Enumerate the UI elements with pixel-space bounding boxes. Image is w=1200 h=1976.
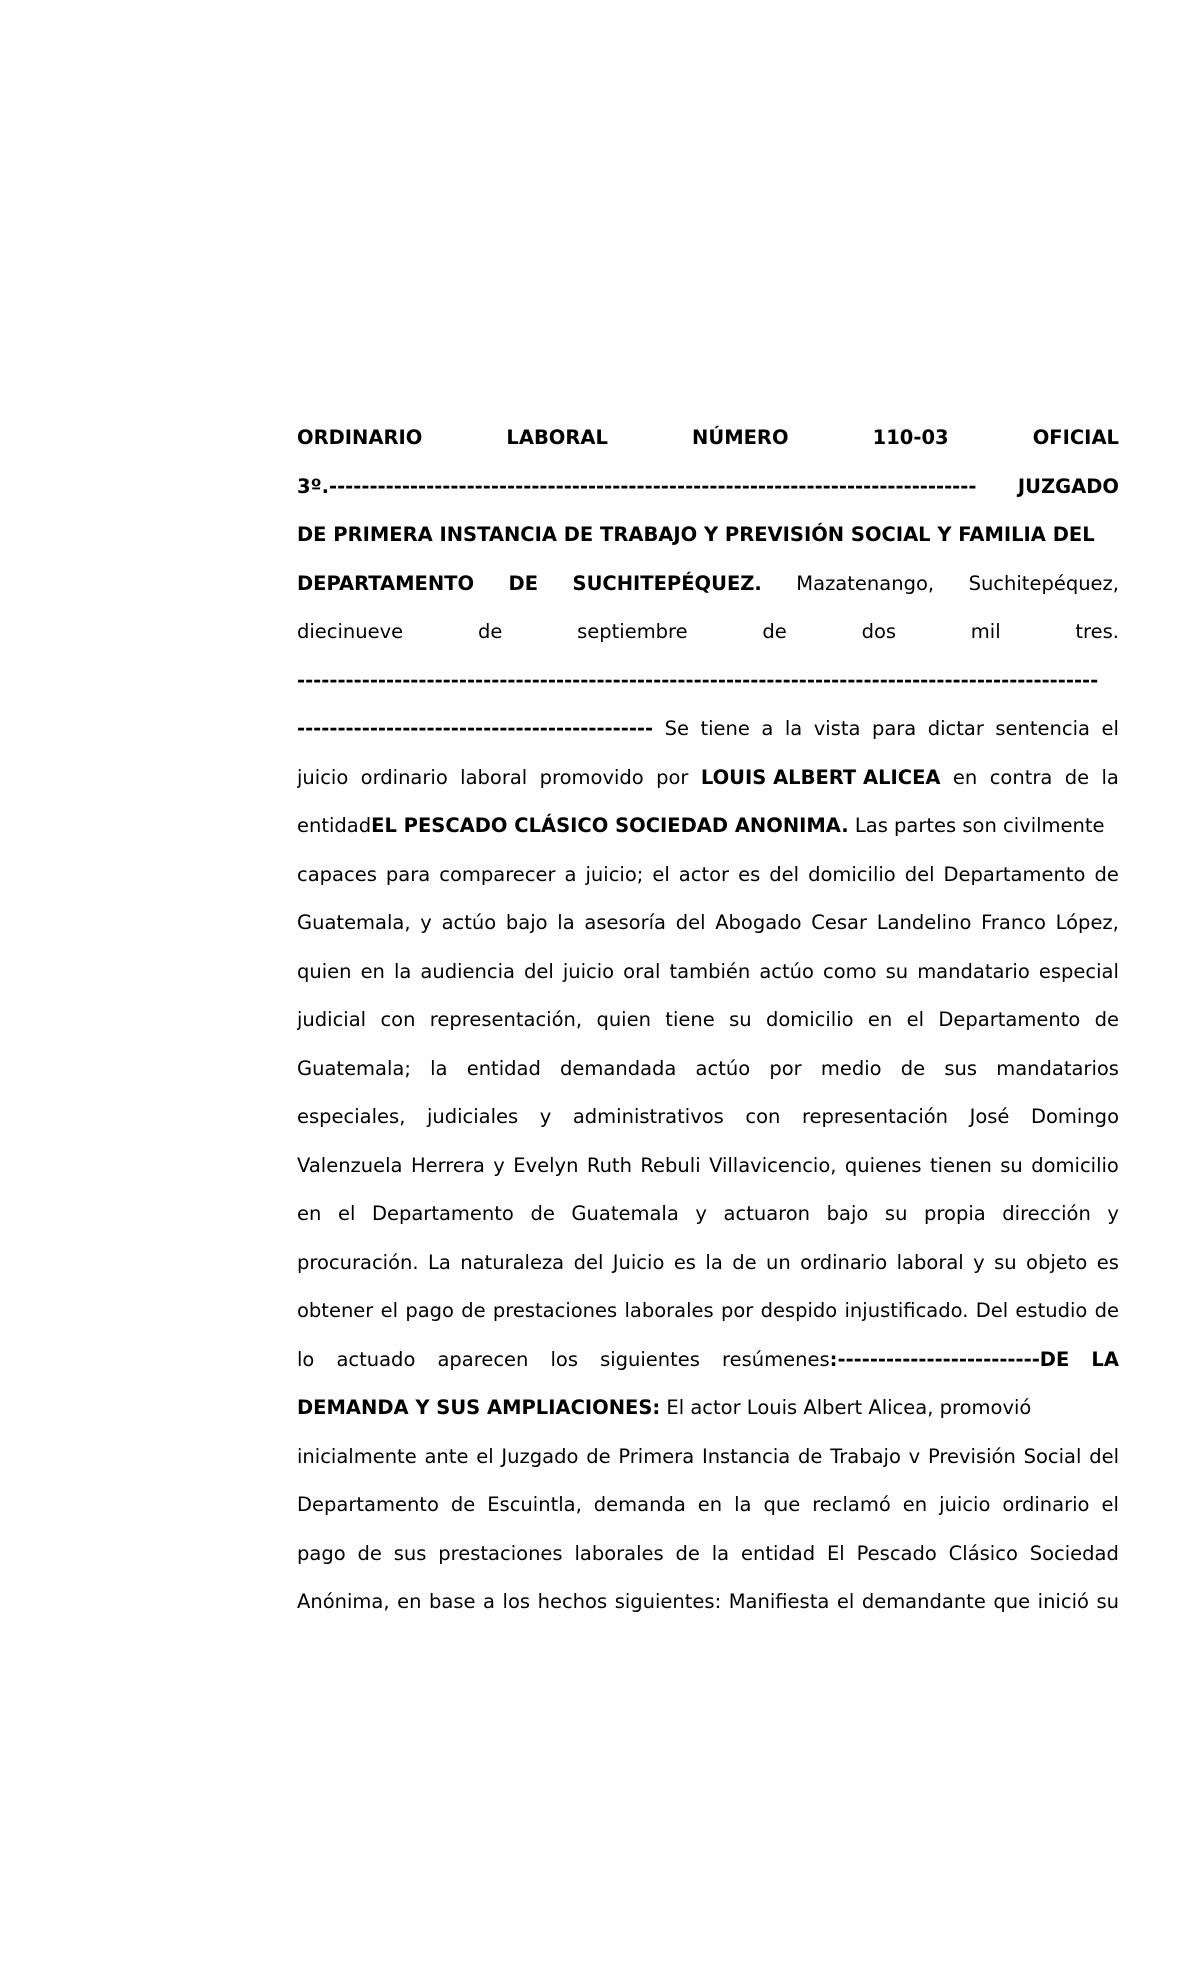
word: con: [380, 1008, 416, 1031]
word: y: [420, 911, 432, 934]
word: propia: [924, 1202, 986, 1225]
word: Juzgado: [501, 1444, 579, 1468]
word: ordinario: [360, 765, 448, 789]
word: inició: [1037, 1590, 1089, 1613]
word: actuaron: [723, 1202, 811, 1225]
word: oral: [623, 959, 661, 983]
word: Villavicencio,: [709, 1153, 837, 1177]
word: y: [493, 1153, 505, 1177]
text-segment: El actor Louis Albert Alicea, promovió: [666, 1396, 1032, 1419]
word: mandatarios: [996, 1056, 1119, 1080]
word: la: [557, 911, 575, 934]
word: aparecen: [437, 1347, 529, 1371]
office-number: 3º.: [297, 474, 329, 498]
word: laboral: [896, 1250, 964, 1274]
word: actúo: [441, 911, 497, 934]
word: Pescado: [856, 1541, 937, 1565]
word: y: [973, 1250, 985, 1274]
word: el: [337, 1202, 356, 1225]
word: que: [993, 1590, 1031, 1613]
word: demandante: [861, 1590, 986, 1613]
word: es: [673, 1250, 696, 1274]
word: mandatario: [917, 959, 1030, 983]
word: septiembre: [577, 620, 688, 643]
word: laborales: [624, 1299, 714, 1322]
word: Departamento: [297, 1493, 439, 1516]
word: en: [867, 1008, 893, 1031]
word: el: [1101, 1493, 1119, 1516]
word: a: [483, 1590, 495, 1613]
word: DEPARTAMENTO: [297, 571, 475, 595]
word: Clásico: [948, 1541, 1018, 1565]
word: 110-03: [872, 426, 949, 449]
word: representación: [801, 1105, 949, 1128]
word: Franco: [981, 911, 1046, 934]
word: el: [836, 1590, 855, 1613]
word: objeto: [1026, 1250, 1088, 1274]
word: mil: [970, 620, 1001, 643]
word: su: [1000, 1153, 1023, 1177]
word: actor: [678, 862, 730, 886]
word: actúo: [695, 1056, 751, 1080]
section-marker: :-------------------------DE: [829, 1347, 1070, 1371]
word: La: [428, 1250, 451, 1274]
word: de: [1094, 1008, 1119, 1031]
word: OFICIAL: [1032, 426, 1119, 449]
word: tienen: [930, 1153, 992, 1177]
word: en: [397, 1590, 422, 1613]
heading-line-3: [297, 511, 1119, 560]
word: Departamento: [938, 1008, 1081, 1031]
word: Guatemala: [571, 1202, 679, 1225]
word: la: [705, 1250, 723, 1274]
word: la: [784, 717, 803, 740]
word: Guatemala,: [297, 911, 411, 934]
word: en: [952, 765, 978, 789]
word: obtener: [297, 1299, 374, 1322]
word: como: [822, 959, 877, 983]
plaintiff-name: LOUIS ALBERT ALICEA: [700, 765, 941, 789]
word: y: [539, 1105, 552, 1128]
word: pago: [405, 1299, 454, 1322]
word: los: [550, 1347, 578, 1371]
word: en: [697, 1493, 723, 1516]
word: Sociedad: [1029, 1541, 1119, 1565]
word: sus: [393, 1541, 427, 1565]
body-line: [297, 1433, 1119, 1482]
word: Domingo: [1030, 1105, 1119, 1128]
word: su: [884, 1202, 908, 1225]
word: Previsión: [927, 1444, 1016, 1468]
word: LABORAL: [506, 426, 608, 449]
word: tiene: [665, 1008, 715, 1031]
word: Guatemala;: [297, 1056, 411, 1080]
word: reclamó: [812, 1493, 891, 1516]
word: Landelino: [876, 911, 972, 934]
word: bajo: [826, 1202, 869, 1225]
word: de: [675, 1541, 700, 1565]
word: y: [1107, 1202, 1119, 1225]
word: José: [969, 1105, 1010, 1128]
word: Del: [975, 1299, 1009, 1322]
body-line: [297, 1190, 1119, 1239]
word: siguientes:: [614, 1590, 722, 1613]
word: es: [738, 862, 761, 886]
word: que: [763, 1493, 801, 1516]
dash-separator: ---------------------------------------------------------------------------------------------------: [297, 668, 1099, 692]
word: de: [477, 620, 503, 643]
word: el: [380, 1299, 399, 1322]
word: El: [826, 1541, 845, 1565]
word: el: [1101, 717, 1119, 740]
dash-line: [297, 657, 1119, 706]
word: López,: [1055, 911, 1119, 934]
word: su: [994, 1250, 1017, 1274]
body-line: [297, 1384, 1119, 1433]
word: de: [1064, 765, 1090, 789]
word: en: [902, 1493, 928, 1516]
word: de: [732, 1250, 757, 1274]
word: especial: [1038, 959, 1119, 983]
word: Se: [664, 717, 689, 740]
word: la: [393, 959, 412, 983]
word: el: [476, 1444, 494, 1468]
word: juicio;: [585, 862, 644, 886]
word: Abogado: [715, 911, 802, 934]
word: de: [461, 1299, 486, 1322]
word: injustificado.: [844, 1299, 969, 1322]
word: Herrera: [410, 1153, 485, 1177]
body-line: [297, 1336, 1119, 1385]
word: Cesar: [811, 911, 867, 934]
word: Ruth: [586, 1153, 632, 1177]
word: sus: [944, 1056, 978, 1080]
word: ante: [424, 1444, 469, 1468]
word: SUCHITEPÉQUEZ.: [572, 571, 762, 595]
word: Evelyn: [513, 1153, 579, 1177]
word: ordinario: [800, 1250, 888, 1274]
word: medio: [820, 1056, 882, 1080]
defendant-name: EL PESCADO CLÁSICO SOCIEDAD ANONIMA.: [371, 814, 849, 837]
word: capaces: [297, 862, 377, 886]
word: los: [502, 1590, 531, 1613]
word: dirección: [1002, 1202, 1091, 1225]
word: entidad: [297, 814, 372, 837]
word: ordinario: [1002, 1493, 1090, 1516]
word: estudio: [1015, 1299, 1088, 1322]
word: tiene: [700, 717, 750, 740]
word: ORDINARIO: [297, 426, 423, 449]
word: judicial: [297, 1008, 367, 1031]
word: Mazatenango,: [796, 571, 935, 595]
word: la: [430, 1056, 448, 1080]
word: del: [675, 911, 706, 934]
word: Instancia: [701, 1444, 791, 1468]
word: Anónima,: [297, 1590, 390, 1613]
word: contra: [989, 765, 1053, 789]
word: en: [360, 959, 385, 983]
heading-line-4: [297, 560, 1119, 609]
dash-separator: --------------------------------------------: [297, 717, 654, 740]
body-line: [297, 1239, 1119, 1288]
word: de: [900, 1056, 926, 1080]
word: procuración.: [297, 1250, 419, 1274]
word: con: [745, 1105, 781, 1128]
word: por: [656, 765, 689, 789]
body-line: [297, 1530, 1119, 1579]
body-line: [297, 1142, 1119, 1191]
body-line: [297, 1287, 1119, 1336]
word: en: [297, 1202, 322, 1225]
word: resúmenes: [722, 1347, 830, 1371]
word: especiales,: [297, 1105, 406, 1128]
word: promovido: [539, 765, 644, 789]
document-body: [297, 414, 1119, 1627]
word: Suchitepéquez,: [968, 571, 1119, 595]
word: prestaciones: [492, 1299, 618, 1322]
word: dictar: [927, 717, 984, 740]
word: para: [385, 862, 431, 886]
word: judiciales: [426, 1105, 519, 1128]
word: juicio: [562, 959, 615, 983]
word: de: [357, 1541, 382, 1565]
word: Escuintla,: [487, 1493, 582, 1516]
text-segment: Las partes son civilmente: [854, 814, 1105, 837]
word: pago: [297, 1541, 346, 1565]
word: entidad: [741, 1541, 816, 1565]
word: de: [586, 1444, 611, 1468]
body-line: [297, 802, 1119, 851]
word: su: [729, 1008, 752, 1031]
word: inicialmente: [297, 1444, 417, 1468]
word: también: [669, 959, 751, 983]
court-name: DE PRIMERA INSTANCIA DE TRABAJO Y PREVISIÓN SOCIAL Y FAMILIA DEL: [297, 523, 1095, 546]
word: de: [450, 1493, 476, 1516]
word: prestaciones: [438, 1541, 563, 1565]
word: y: [695, 1202, 707, 1225]
word: DE: [508, 571, 539, 595]
word: demanda: [593, 1493, 686, 1516]
body-line: [297, 851, 1119, 900]
word: Valenzuela: [297, 1153, 403, 1177]
word: la: [1101, 765, 1119, 789]
word: Departamento: [943, 862, 1086, 886]
body-line: [297, 996, 1119, 1045]
word: a: [564, 862, 577, 886]
word: para: [871, 717, 917, 740]
word: la: [711, 1541, 730, 1565]
body-line: [297, 1481, 1119, 1530]
word: quien: [596, 1008, 651, 1031]
word: quien: [297, 959, 352, 983]
word: un: [766, 1250, 791, 1274]
word: Social: [1023, 1444, 1082, 1468]
word: representación,: [429, 1008, 583, 1031]
word: el: [906, 1008, 925, 1031]
body-line: [297, 705, 1119, 754]
word: de: [762, 620, 787, 643]
word: laboral: [460, 765, 528, 789]
word: entidad: [466, 1056, 541, 1080]
word: del: [1089, 1444, 1119, 1468]
word: de: [798, 1444, 823, 1468]
heading-line-2: [297, 463, 1119, 512]
word: NÚMERO: [692, 426, 789, 449]
word: dos: [861, 620, 897, 643]
word: bajo: [505, 911, 548, 934]
word: JUZGADO: [1017, 474, 1119, 498]
word: a: [761, 717, 774, 740]
word: de: [1094, 862, 1119, 886]
word: el: [652, 862, 670, 886]
heading-line-1: [297, 414, 1119, 463]
body-line: [297, 899, 1119, 948]
word: Rebuli: [640, 1153, 701, 1177]
word: hechos: [537, 1590, 608, 1613]
word: base: [429, 1590, 476, 1613]
word: actúo: [759, 959, 814, 983]
word: domicilio: [1031, 1153, 1119, 1177]
word: Trabajo: [830, 1444, 901, 1468]
word: Departamento: [371, 1202, 514, 1225]
word: del: [769, 862, 800, 886]
word: sentencia: [995, 717, 1090, 740]
word: domicilio: [765, 1008, 854, 1031]
word: laborales: [574, 1541, 664, 1565]
word: actuado: [336, 1347, 416, 1371]
word: domicilio: [808, 862, 896, 886]
word: por: [769, 1056, 802, 1080]
word: es: [1096, 1250, 1119, 1274]
body-line: [297, 754, 1119, 803]
word: asesoría: [584, 911, 666, 934]
word: administrativos: [572, 1105, 724, 1128]
word: LA: [1091, 1347, 1119, 1371]
word: demandada: [560, 1056, 677, 1080]
word: tres.: [1075, 620, 1119, 643]
word: su: [1096, 1590, 1119, 1613]
word: comparecer: [439, 862, 556, 886]
dash-separator: --------------------------------------------------------------------------------: [328, 474, 977, 498]
word: la: [734, 1493, 752, 1516]
section-heading: DEMANDA Y SUS AMPLIACIONES:: [297, 1396, 661, 1419]
body-line: [297, 1093, 1119, 1142]
word: juicio: [297, 765, 349, 789]
word: juicio: [939, 1493, 991, 1516]
body-line: [297, 948, 1119, 997]
date-line: [297, 608, 1119, 657]
word: quienes: [844, 1153, 922, 1177]
word: su: [885, 959, 909, 983]
word: audiencia: [420, 959, 515, 983]
word: del: [573, 1250, 604, 1274]
word: del: [524, 959, 554, 983]
word: por: [720, 1299, 754, 1322]
word: naturaleza: [460, 1250, 565, 1274]
body-line: [297, 1045, 1119, 1094]
word: Manifiesta: [728, 1590, 830, 1613]
word: Juicio: [612, 1250, 665, 1274]
body-line: [297, 1578, 1119, 1627]
word: despido: [760, 1299, 838, 1322]
word: v: [908, 1444, 921, 1468]
word: Primera: [618, 1444, 695, 1468]
word: vista: [813, 717, 861, 740]
word: de: [530, 1202, 555, 1225]
word: lo: [297, 1347, 315, 1371]
word: diecinueve: [297, 620, 404, 643]
word: siguientes: [600, 1347, 700, 1371]
word: de: [1094, 1299, 1119, 1322]
word: del: [904, 862, 935, 886]
